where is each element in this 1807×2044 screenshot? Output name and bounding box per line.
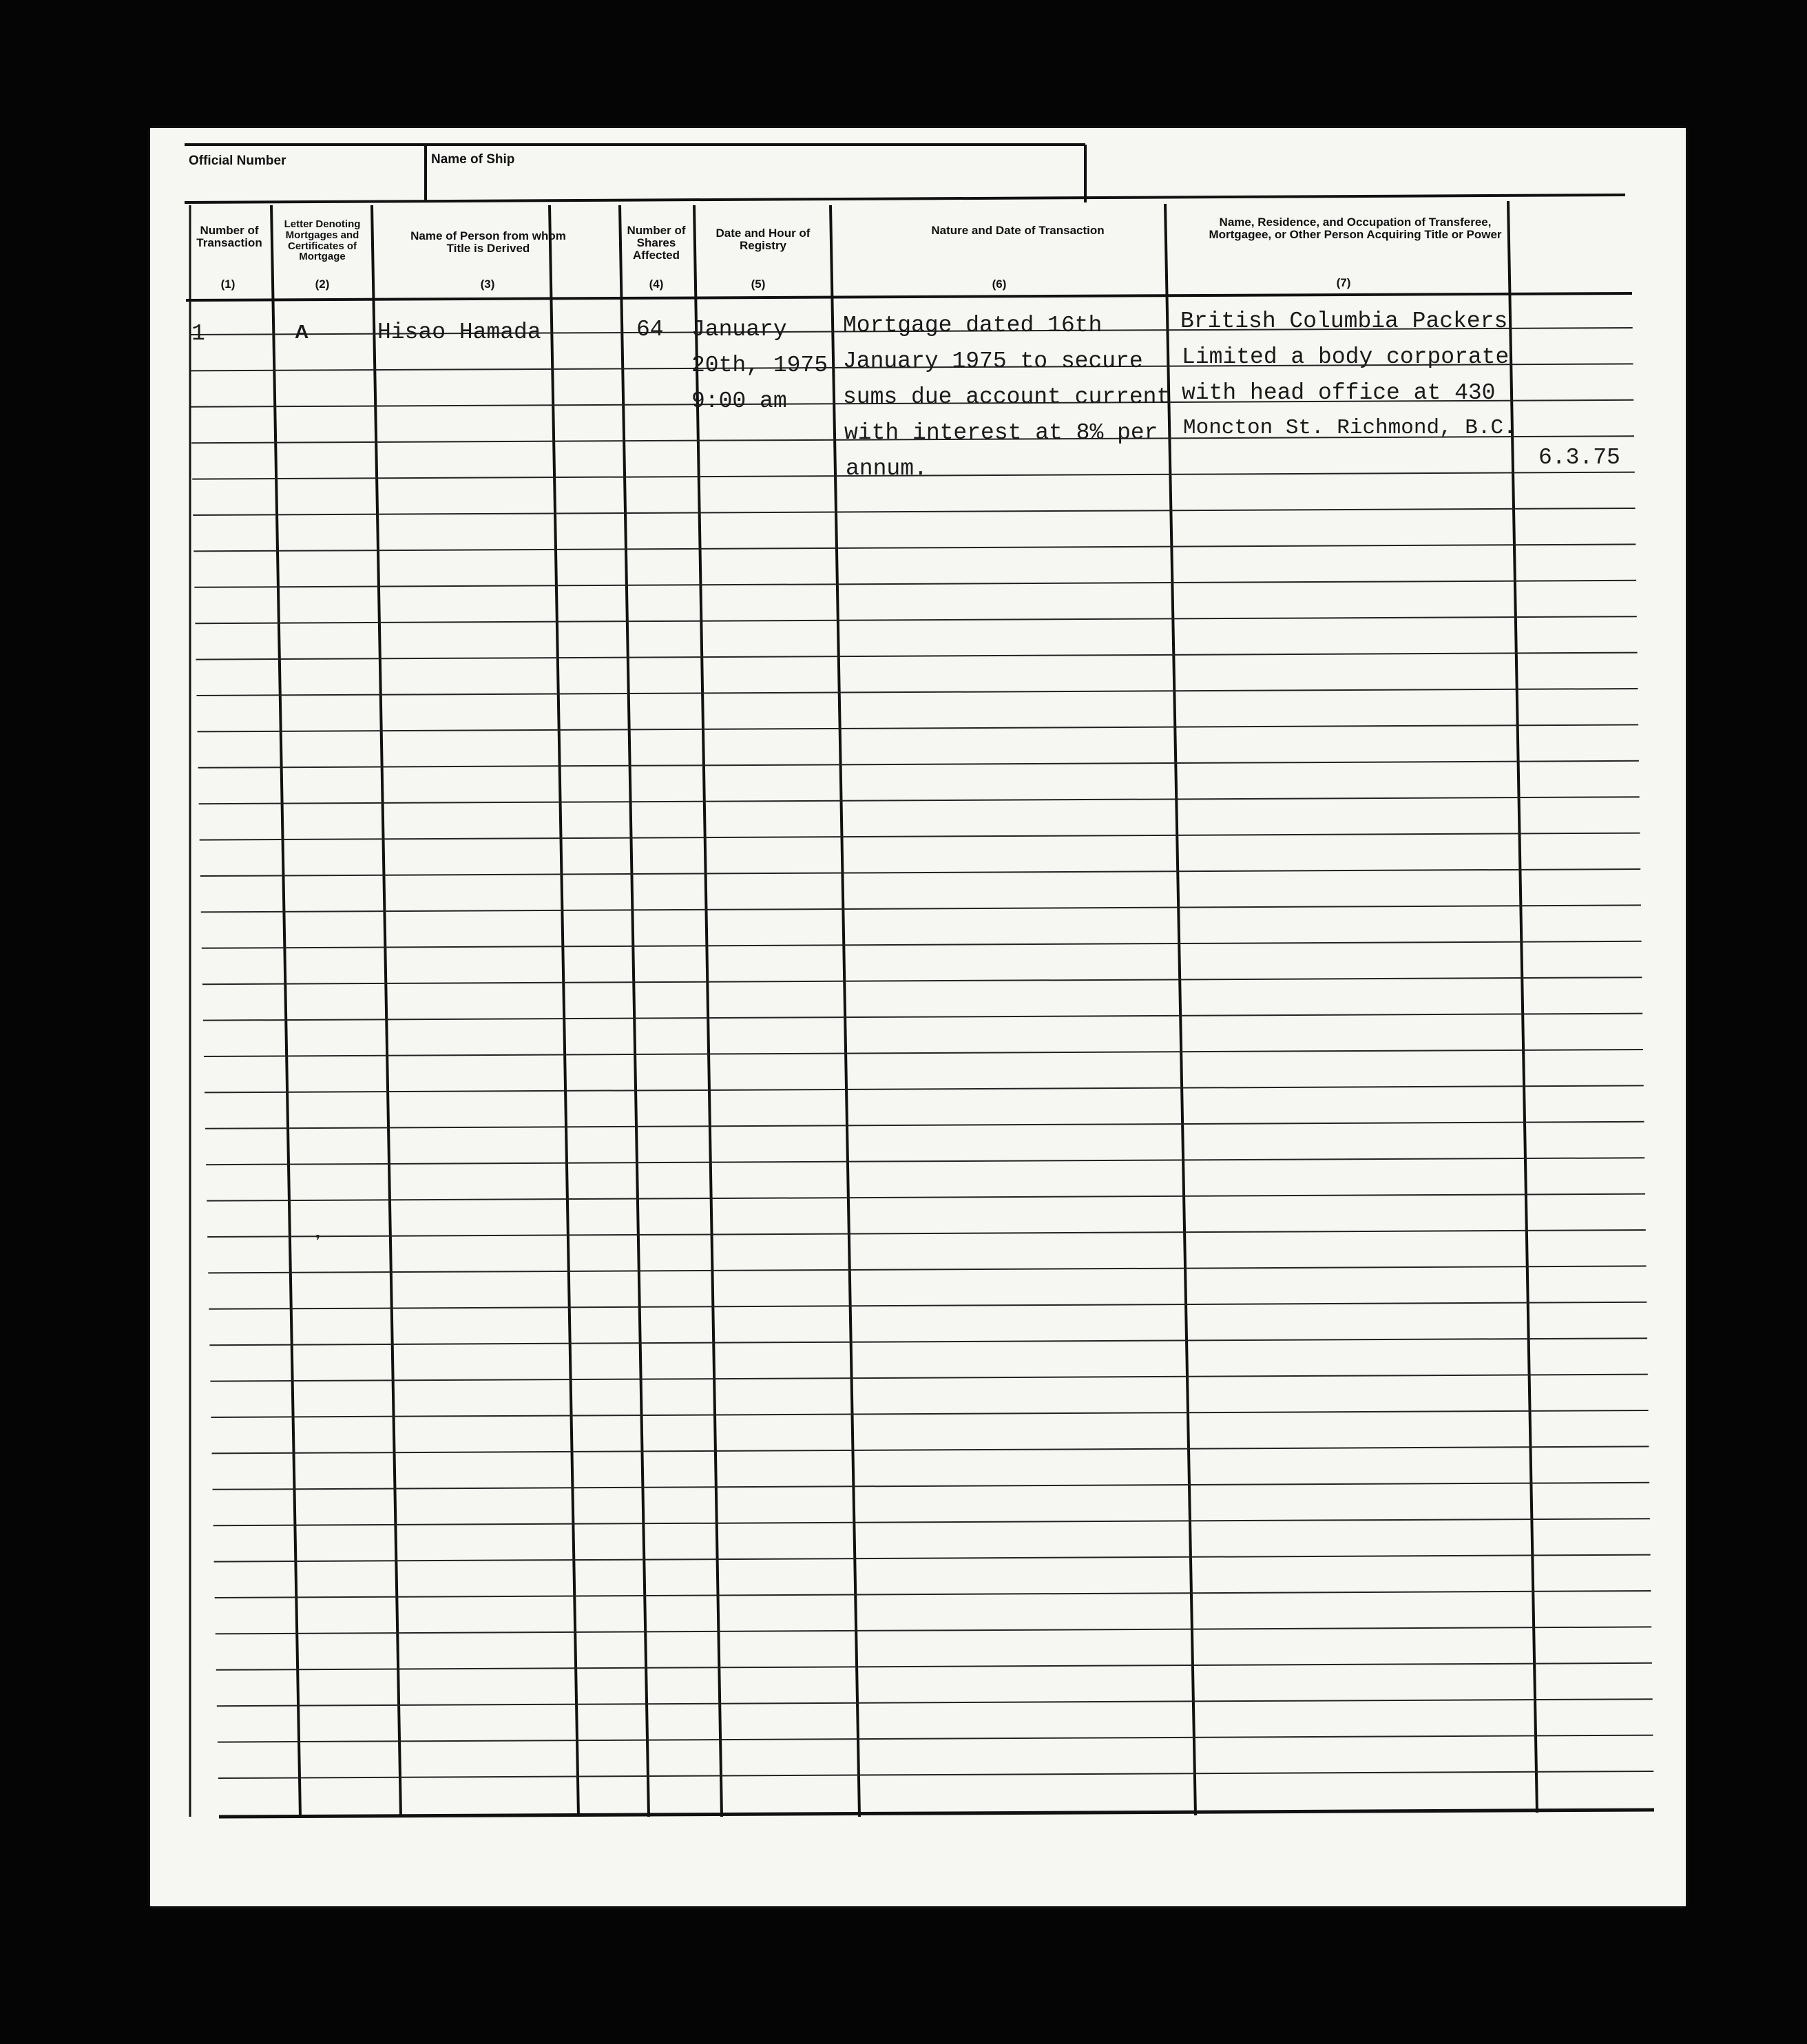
row-rule	[213, 1483, 1650, 1490]
column-number-2: (2)	[315, 278, 330, 291]
entry-acquirer-line: with head office at 430	[1182, 380, 1496, 406]
column-number-6: (6)	[992, 278, 1007, 291]
entry-shares: 64	[636, 317, 664, 342]
row-rule	[193, 508, 1635, 515]
entry-acquirer-line: British Columbia Packers	[1180, 309, 1508, 334]
column-header-derived-from: Name of Person from whom Title is Derived	[410, 229, 566, 255]
row-rule	[202, 941, 1642, 948]
column-number-7: (7)	[1336, 276, 1351, 289]
row-rule	[198, 761, 1639, 768]
column-number-3: (3)	[480, 278, 495, 291]
entry-transaction-number: 1	[191, 321, 205, 346]
row-rule	[209, 1302, 1647, 1309]
column-header-registry: Date and Hour of Registry	[716, 227, 811, 252]
row-rule	[213, 1519, 1650, 1525]
row-rule	[216, 1627, 1651, 1634]
row-rule	[201, 905, 1641, 912]
entry-acquirer-line: Limited a body corporate	[1182, 344, 1510, 370]
entry-margin-note: 6.3.75	[1538, 445, 1620, 470]
row-rule	[218, 1771, 1653, 1778]
official-number-label: Official Number	[189, 154, 286, 168]
row-rule	[199, 797, 1640, 804]
entry-derived-from: Hisao Hamada	[377, 320, 541, 345]
entry-mortgage-letter: A	[295, 321, 309, 342]
row-rule	[206, 1158, 1644, 1165]
row-rule	[209, 1338, 1647, 1345]
entry-nature-line: Mortgage dated 16th	[843, 313, 1103, 338]
row-rule	[196, 689, 1638, 696]
row-rule	[217, 1699, 1653, 1706]
entry-acquirer-line: Moncton St. Richmond, B.C.	[1183, 416, 1516, 440]
row-rule	[211, 1410, 1648, 1417]
row-rule	[194, 581, 1636, 587]
entry-nature-line: sums due account current	[843, 384, 1171, 410]
name-of-ship-label: Name of Ship	[431, 152, 515, 167]
column-number-5: (5)	[751, 278, 766, 291]
row-rule	[202, 977, 1642, 984]
row-ruling	[189, 328, 1653, 1778]
row-rule	[198, 724, 1639, 731]
entry-registry-line: 20th, 1975	[691, 353, 828, 378]
row-rule	[210, 1375, 1647, 1381]
row-rule	[203, 1014, 1642, 1021]
row-rule	[195, 616, 1636, 623]
entry-nature-line: annum.	[846, 456, 928, 481]
row-rule	[205, 1122, 1644, 1129]
row-rule	[200, 869, 1640, 876]
column-header-nature: Nature and Date of Transaction	[931, 224, 1105, 237]
row-rule	[204, 1050, 1643, 1056]
row-rule	[214, 1555, 1651, 1562]
entry-nature-line: with interest at 8% per	[844, 420, 1158, 446]
column-header-transaction-number: Number of Transaction	[196, 224, 262, 249]
row-rule	[208, 1266, 1646, 1273]
ink-speck: ❜	[315, 1233, 321, 1250]
column-header-acquirer: Name, Residence, and Occupation of Transferee, Mortgagee, or Other Person Acquiring Title or Power	[1209, 216, 1502, 241]
column-number-1: (1)	[220, 278, 236, 291]
row-rule	[194, 544, 1636, 551]
entry-registry-line: 9:00 am	[691, 388, 787, 414]
row-rule	[200, 833, 1640, 840]
entry-registry-line: January	[691, 317, 787, 342]
ship-register-page	[150, 128, 1686, 1906]
column-header-mortgage-letter: Letter Denoting Mortgages and Certificates of Mortgage	[284, 218, 361, 263]
column-header-shares: Number of Shares Affected	[627, 224, 686, 262]
row-rule	[205, 1085, 1644, 1092]
row-rule	[207, 1194, 1645, 1201]
row-rule	[216, 1663, 1652, 1670]
row-rule	[218, 1735, 1653, 1742]
entry-nature-line: January 1975 to secure	[843, 348, 1143, 374]
column-number-4: (4)	[649, 278, 664, 291]
row-rule	[215, 1591, 1651, 1598]
row-rule	[207, 1230, 1646, 1237]
row-rule	[211, 1446, 1649, 1453]
row-rule	[196, 653, 1637, 660]
